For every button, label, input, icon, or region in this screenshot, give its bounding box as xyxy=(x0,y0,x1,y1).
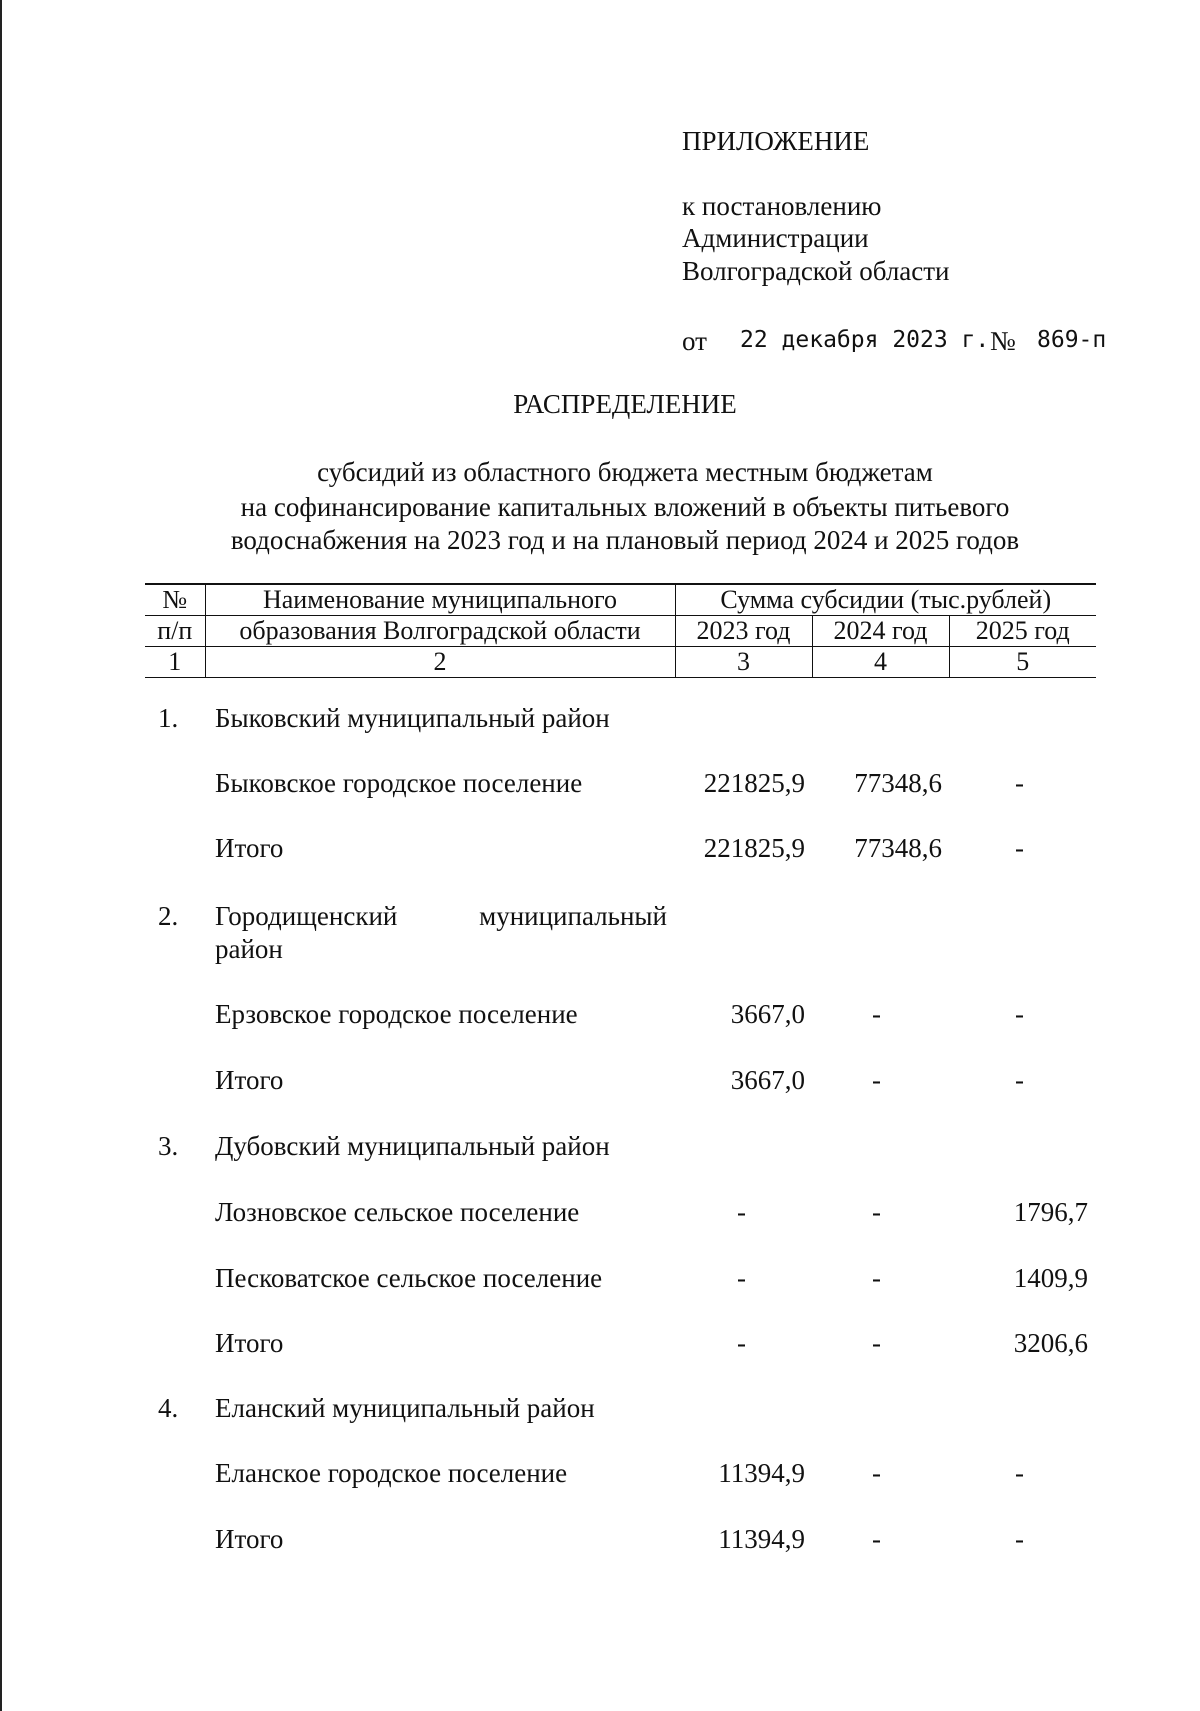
to-resolution-line: к постановлению xyxy=(682,191,882,221)
settlement-name: Лозновское сельское поселение xyxy=(215,1197,580,1227)
col-name-line1: Наименование муниципального xyxy=(205,584,675,616)
table-row xyxy=(0,1327,1200,1359)
value-2024: 77348,6 xyxy=(854,833,942,863)
value-2023: 11394,9 xyxy=(718,1458,805,1488)
col-num-line2: п/п xyxy=(145,616,205,647)
table-row xyxy=(0,1262,1200,1294)
section-number: 1. xyxy=(158,703,179,733)
value-2023: - xyxy=(737,1197,746,1227)
value-2024: - xyxy=(872,1197,881,1227)
district-name: Еланский муниципальный район xyxy=(215,1393,595,1423)
value-2025: - xyxy=(1015,768,1024,798)
total-label: Итого xyxy=(215,833,284,863)
district-name-word3: район xyxy=(215,934,283,964)
table-row xyxy=(0,998,1200,1030)
resolution-number: 869-п xyxy=(1037,327,1107,353)
col-year-2025: 2025 год xyxy=(949,616,1096,647)
number-label: № xyxy=(990,326,1016,356)
section-row xyxy=(0,702,1200,734)
subtitle-line-1: субсидий из областного бюджета местным бюджетам xyxy=(317,457,933,487)
value-2025: - xyxy=(1015,833,1024,863)
col-index-3: 3 xyxy=(675,647,812,678)
total-label: Итого xyxy=(215,1065,284,1095)
value-2024: - xyxy=(872,999,881,1029)
settlement-name: Песковатское сельское поселение xyxy=(215,1263,603,1293)
from-label: от xyxy=(682,326,707,356)
subtitle-line-3: водоснабжения на 2023 год и на плановый период 2024 и 2025 годов xyxy=(230,525,1020,555)
value-2024: - xyxy=(872,1065,881,1095)
total-label: Итого xyxy=(215,1524,284,1554)
value-2024: - xyxy=(872,1458,881,1488)
table-row xyxy=(0,1064,1200,1096)
section-row xyxy=(0,1392,1200,1424)
table-header xyxy=(145,583,1096,678)
value-2025: - xyxy=(1015,1524,1024,1554)
value-2023: 11394,9 xyxy=(718,1524,805,1554)
section-row xyxy=(0,1130,1200,1162)
col-index-5: 5 xyxy=(949,647,1096,678)
district-name-word2: муниципальный xyxy=(479,901,667,931)
value-2025: 1409,9 xyxy=(1013,1263,1088,1293)
section-number: 4. xyxy=(158,1393,179,1423)
document-title: РАСПРЕДЕЛЕНИЕ xyxy=(513,389,737,419)
administration-line: Администрации xyxy=(682,223,869,253)
section-row xyxy=(0,900,1200,932)
value-2023: 3667,0 xyxy=(730,1065,805,1095)
settlement-name: Еланское городское поселение xyxy=(215,1458,568,1488)
value-2023: 3667,0 xyxy=(730,999,805,1029)
value-2025: - xyxy=(1015,1065,1024,1095)
table-row xyxy=(0,1457,1200,1489)
total-label: Итого xyxy=(215,1328,284,1358)
district-name: Быковский муниципальный район xyxy=(215,703,610,733)
settlement-name: Быковское городское поселение xyxy=(215,768,583,798)
col-index-1: 1 xyxy=(145,647,205,678)
col-name-line2: образования Волгоградской области xyxy=(205,616,675,647)
value-2025: 1796,7 xyxy=(1013,1197,1088,1227)
col-num-line1: № xyxy=(145,584,205,616)
value-2024: - xyxy=(872,1524,881,1554)
table-row xyxy=(0,1523,1200,1555)
table-row xyxy=(0,832,1200,864)
table-row xyxy=(0,1196,1200,1228)
district-name-word1: Городищенский xyxy=(215,901,398,931)
appendix-title: ПРИЛОЖЕНИЕ xyxy=(682,126,870,156)
section-row-continued xyxy=(0,933,1200,965)
col-year-2024: 2024 год xyxy=(812,616,949,647)
value-2024: 77348,6 xyxy=(854,768,942,798)
resolution-date: 22 декабря 2023 г. xyxy=(740,327,990,353)
district-name: Дубовский муниципальный район xyxy=(215,1131,610,1161)
value-2023: - xyxy=(737,1328,746,1358)
value-2023: 221825,9 xyxy=(703,833,805,863)
col-index-4: 4 xyxy=(812,647,949,678)
value-2025: 3206,6 xyxy=(1013,1328,1088,1358)
value-2023: 221825,9 xyxy=(703,768,805,798)
settlement-name: Ерзовское городское поселение xyxy=(215,999,578,1029)
value-2023: - xyxy=(737,1263,746,1293)
section-number: 2. xyxy=(158,901,179,931)
value-2025: - xyxy=(1015,1458,1024,1488)
value-2025: - xyxy=(1015,999,1024,1029)
table-row xyxy=(0,767,1200,799)
value-2024: - xyxy=(872,1263,881,1293)
section-number: 3. xyxy=(158,1131,179,1161)
subtitle-line-2: на софинансирование капитальных вложений в объекты питьевого xyxy=(240,492,1010,522)
region-line: Волгоградской области xyxy=(682,256,950,286)
col-sum-header: Сумма субсидии (тыс.рублей) xyxy=(675,584,1096,616)
col-year-2023: 2023 год xyxy=(675,616,812,647)
value-2024: - xyxy=(872,1328,881,1358)
col-index-2: 2 xyxy=(205,647,675,678)
